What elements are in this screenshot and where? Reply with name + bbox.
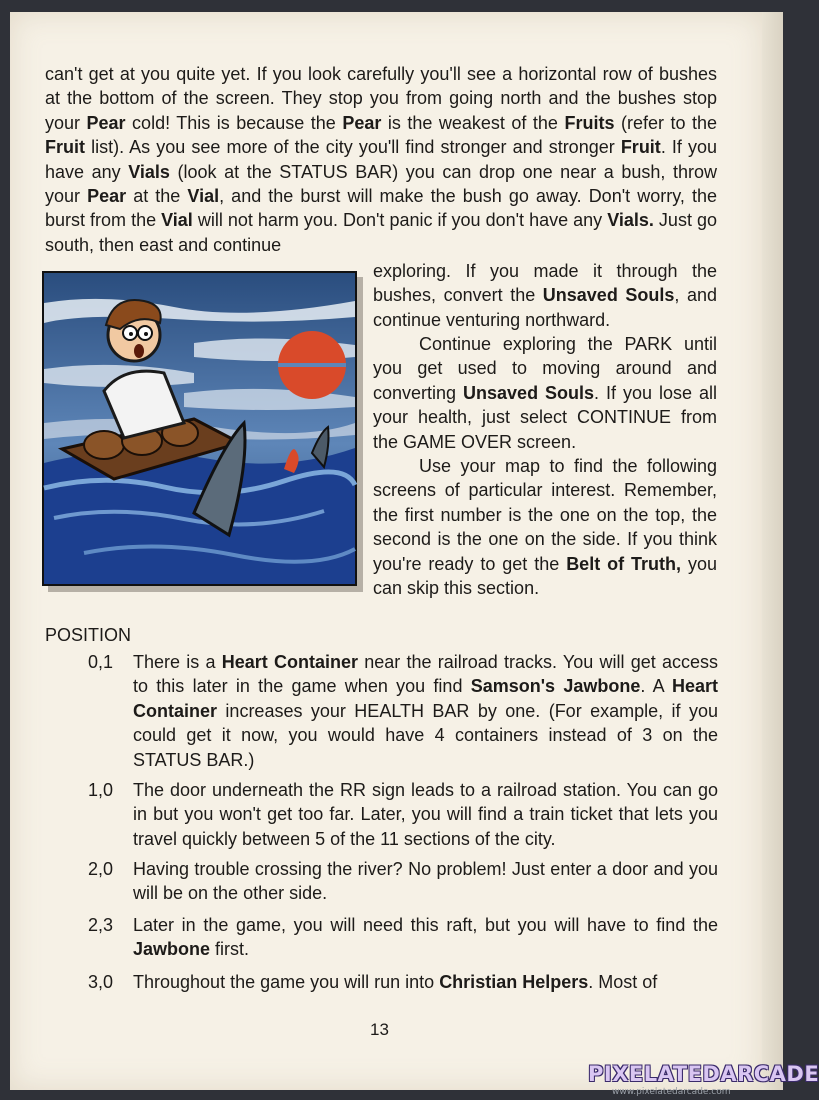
position-entry [88, 970, 718, 994]
position-heading: POSITION [45, 625, 132, 645]
position-number: 3,0 [88, 972, 114, 992]
position-entry [88, 857, 718, 906]
position-description: The door underneath the RR sign leads to a railroad station. You can go in but you won't get too far. Later, you will find a train ticket that lets you travel quickly between 5 of the 11 sections of the city. [133, 780, 718, 849]
wrap-paragraph-1: exploring. If you made it through the bushes, convert the Unsaved Souls, and continue venturing northward. [373, 261, 717, 330]
wrap-paragraph-2: Continue exploring the PARK until you get used to moving around and converting Unsaved Souls. If you lose all your health, just select CONTINUE from the GAME OVER screen. [373, 334, 717, 452]
intro-paragraph: can't get at you quite yet. If you look carefully you'll see a horizontal row of bushes at the bottom of the screen. They stop you from going north and the bushes stop your Pear cold! This is because the Pear is the weakest of the Fruits (refer to the Fruit list). As you see more of the city you'll find stronger and stronger Fruit. If you have any Vials (look at the STATUS BAR) you can drop one near a bush, throw your Pear at the Vial, and the burst will make the bush go away. Don't worry, the burst from the Vial will not harm you. Don't panic if you don't have any Vials. Just go south, then east and continue [45, 64, 718, 255]
wrap-paragraph-3: Use your map to find the following screens of particular interest. Remember, the first number is the one on the top, the second is the one on the side. If you think you're ready to get the Belt of Truth, you can skip this section. [373, 456, 717, 599]
position-description: Having trouble crossing the river? No problem! Just enter a door and you will be on the other side. [133, 859, 718, 904]
position-description: There is a Heart Container near the railroad tracks. You will get access to this later in the game when you find Samson's Jawbone. A Heart Container increases your HEALTH BAR by one. (For example, if you could get it now, you would have 4 containers instead of 3 on the STATUS BAR.) [133, 652, 718, 770]
raft-illustration [42, 271, 357, 586]
raft-scene-image [44, 273, 355, 584]
watermark-logo: PIXELATEDARCADE [588, 1062, 819, 1086]
page-number: 13 [370, 1020, 389, 1039]
position-description: Later in the game, you will need this raft, but you will have to find the Jawbone first. [133, 915, 718, 960]
position-number: 0,1 [88, 652, 114, 672]
position-number: 1,0 [88, 780, 114, 800]
page-edge [762, 12, 783, 1090]
watermark-url: www.pixelatedarcade.com [612, 1087, 731, 1097]
position-number: 2,0 [88, 859, 114, 879]
position-number: 2,3 [88, 915, 114, 935]
position-entry [88, 913, 718, 962]
position-entry [88, 650, 718, 772]
position-entry [88, 778, 718, 851]
position-description: Throughout the game you will run into Christian Helpers. Most of [133, 972, 658, 992]
